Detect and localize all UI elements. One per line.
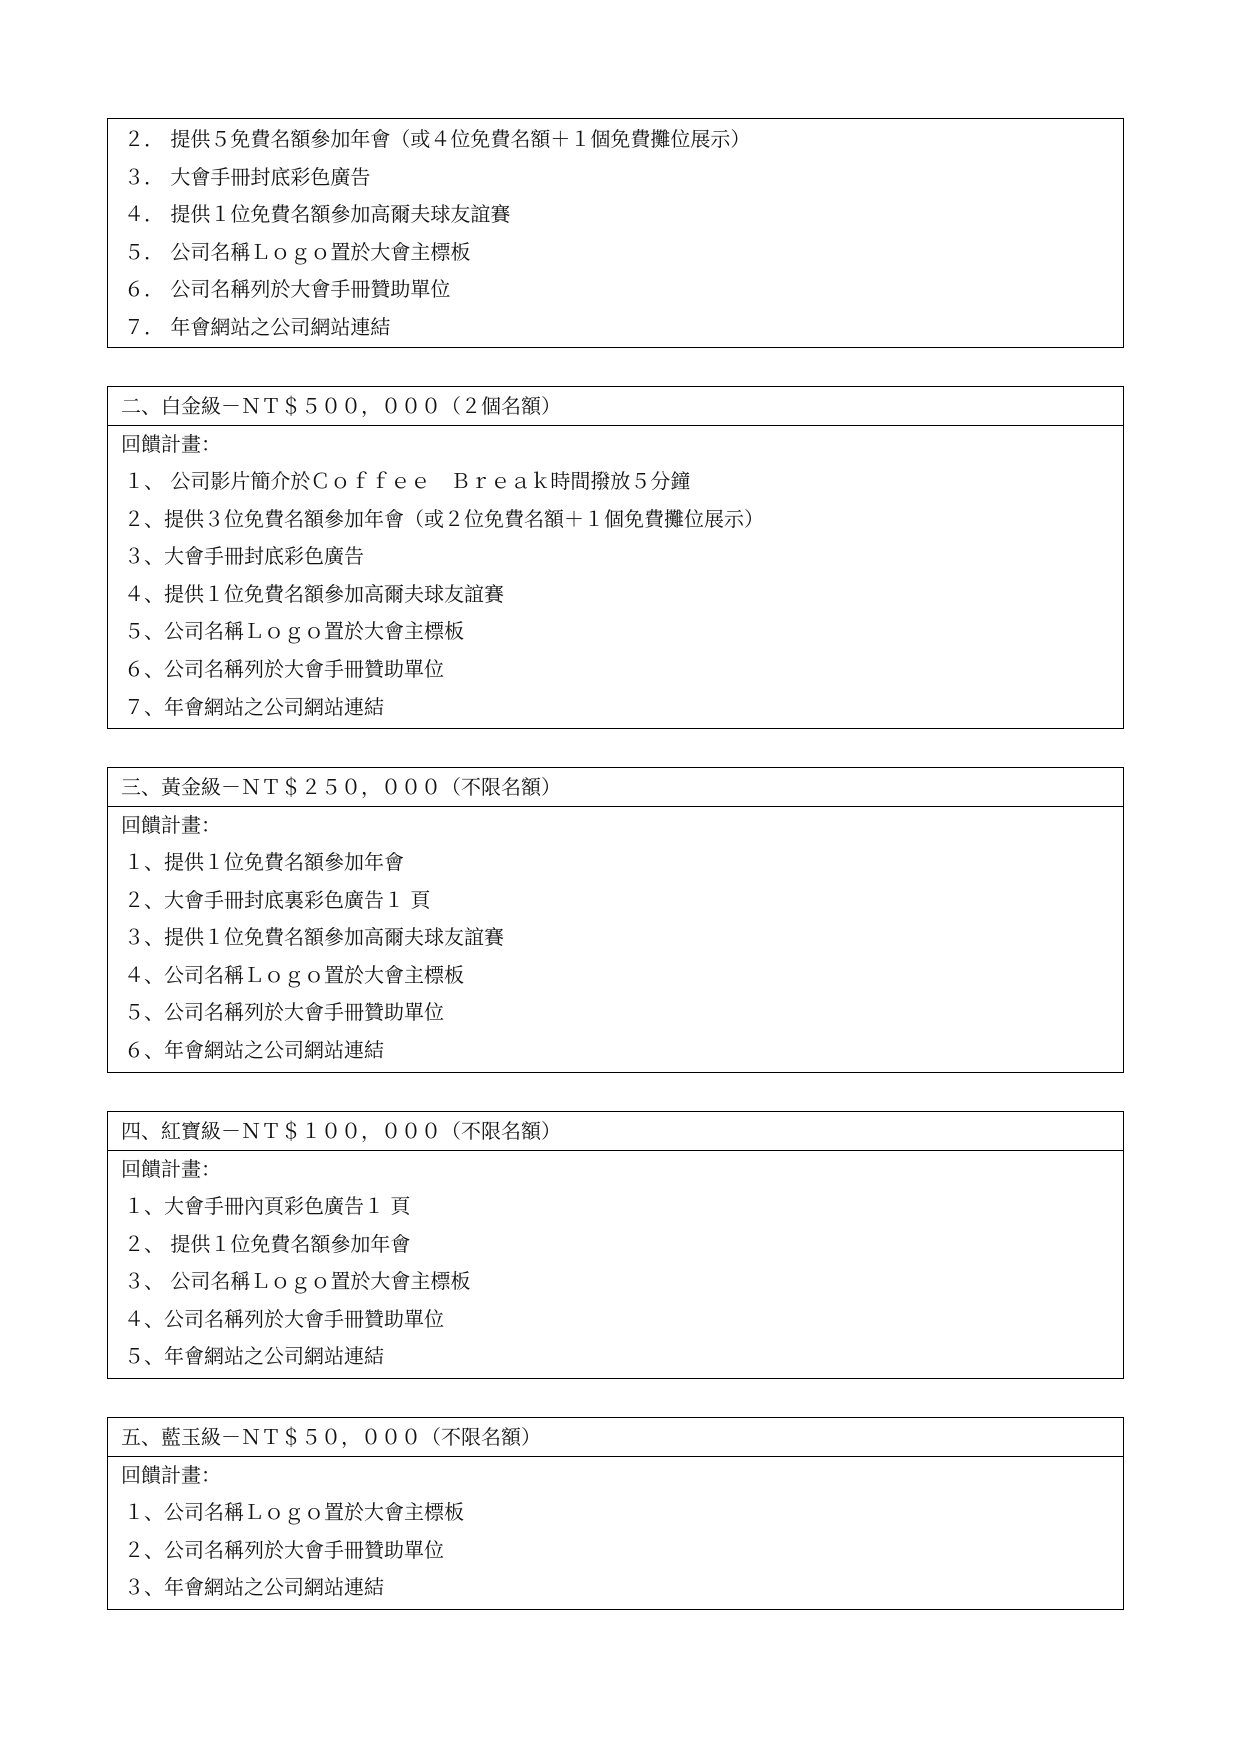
benefit-item: ４、提供１位免費名額參加高爾夫球友誼賽 bbox=[124, 581, 504, 606]
benefit-list bbox=[108, 121, 1123, 347]
benefit-item: ４、公司名稱Ｌｏｇｏ置於大會主標板 bbox=[124, 962, 464, 987]
benefit-item: ３、提供１位免費名額參加高爾夫球友誼賽 bbox=[124, 925, 504, 950]
benefit-item: ３、大會手冊封底彩色廣告 bbox=[124, 544, 364, 569]
tier-box-gold bbox=[107, 767, 1124, 1073]
benefit-plan-label: 回饋計畫： bbox=[121, 432, 221, 456]
tier-box-continued bbox=[107, 118, 1124, 348]
benefit-item: ５、公司名稱Ｌｏｇｏ置於大會主標板 bbox=[124, 619, 464, 644]
benefit-item: ５、公司名稱列於大會手冊贊助單位 bbox=[124, 1000, 444, 1025]
benefit-plan-label: 回饋計畫： bbox=[121, 1157, 221, 1181]
benefit-item: ２． 提供５免費名額參加年會（或４位免費名額＋１個免費攤位展示） bbox=[124, 127, 751, 151]
benefit-item: ２、 提供１位免費名額參加年會 bbox=[124, 1231, 411, 1256]
benefit-item: １、 公司影片簡介於Ｃｏｆｆｅｅ Ｂｒｅａｋ時間撥放５分鐘 bbox=[124, 469, 691, 493]
benefit-item: ２、公司名稱列於大會手冊贊助單位 bbox=[124, 1537, 444, 1562]
tier-box-sapphire bbox=[107, 1417, 1124, 1610]
benefit-item: １、大會手冊內頁彩色廣告１ 頁 bbox=[124, 1194, 411, 1218]
benefit-item: ２、提供３位免費名額參加年會（或２位免費名額＋１個免費攤位展示） bbox=[124, 506, 764, 531]
benefit-item: ６、年會網站之公司網站連結 bbox=[124, 1037, 384, 1062]
benefit-item: ３、 公司名稱Ｌｏｇｏ置於大會主標板 bbox=[124, 1269, 471, 1294]
benefit-item: ３． 大會手冊封底彩色廣告 bbox=[124, 164, 371, 189]
benefit-item: ６． 公司名稱列於大會手冊贊助單位 bbox=[124, 277, 451, 302]
tier-header: 二、白金級－ＮＴ＄５００，０００（２個名額） bbox=[108, 387, 1123, 426]
benefit-item: ７、年會網站之公司網站連結 bbox=[124, 694, 384, 719]
benefit-item: ５． 公司名稱Ｌｏｇｏ置於大會主標板 bbox=[124, 239, 471, 264]
benefit-item: ３、年會網站之公司網站連結 bbox=[124, 1575, 384, 1600]
benefit-item: １、公司名稱Ｌｏｇｏ置於大會主標板 bbox=[124, 1500, 464, 1524]
tier-header: 三、黃金級－ＮＴ＄２５０，０００（不限名額） bbox=[108, 768, 1123, 807]
benefit-list bbox=[108, 1494, 1123, 1607]
benefit-item: ５、年會網站之公司網站連結 bbox=[124, 1344, 384, 1369]
benefit-item: １、提供１位免費名額參加年會 bbox=[124, 850, 404, 874]
benefit-item: ７． 年會網站之公司網站連結 bbox=[124, 314, 391, 339]
benefit-item: ４、公司名稱列於大會手冊贊助單位 bbox=[124, 1306, 444, 1331]
benefit-plan-label: 回饋計畫： bbox=[121, 813, 221, 837]
tier-box-ruby bbox=[107, 1111, 1124, 1379]
tier-header: 四、紅寶級－ＮＴ＄１００，０００（不限名額） bbox=[108, 1112, 1123, 1151]
benefit-item: ６、公司名稱列於大會手冊贊助單位 bbox=[124, 656, 444, 681]
benefit-list bbox=[108, 463, 1123, 726]
benefit-list bbox=[108, 844, 1123, 1070]
benefit-plan-label: 回饋計畫： bbox=[121, 1463, 221, 1487]
benefit-list bbox=[108, 1188, 1123, 1376]
tier-header: 五、藍玉級－ＮＴ＄５０，０００（不限名額） bbox=[108, 1418, 1123, 1457]
benefit-item: ４． 提供１位免費名額參加高爾夫球友誼賽 bbox=[124, 202, 511, 227]
benefit-item: ２、大會手冊封底裏彩色廣告１ 頁 bbox=[124, 887, 431, 912]
tier-box-platinum bbox=[107, 386, 1124, 729]
